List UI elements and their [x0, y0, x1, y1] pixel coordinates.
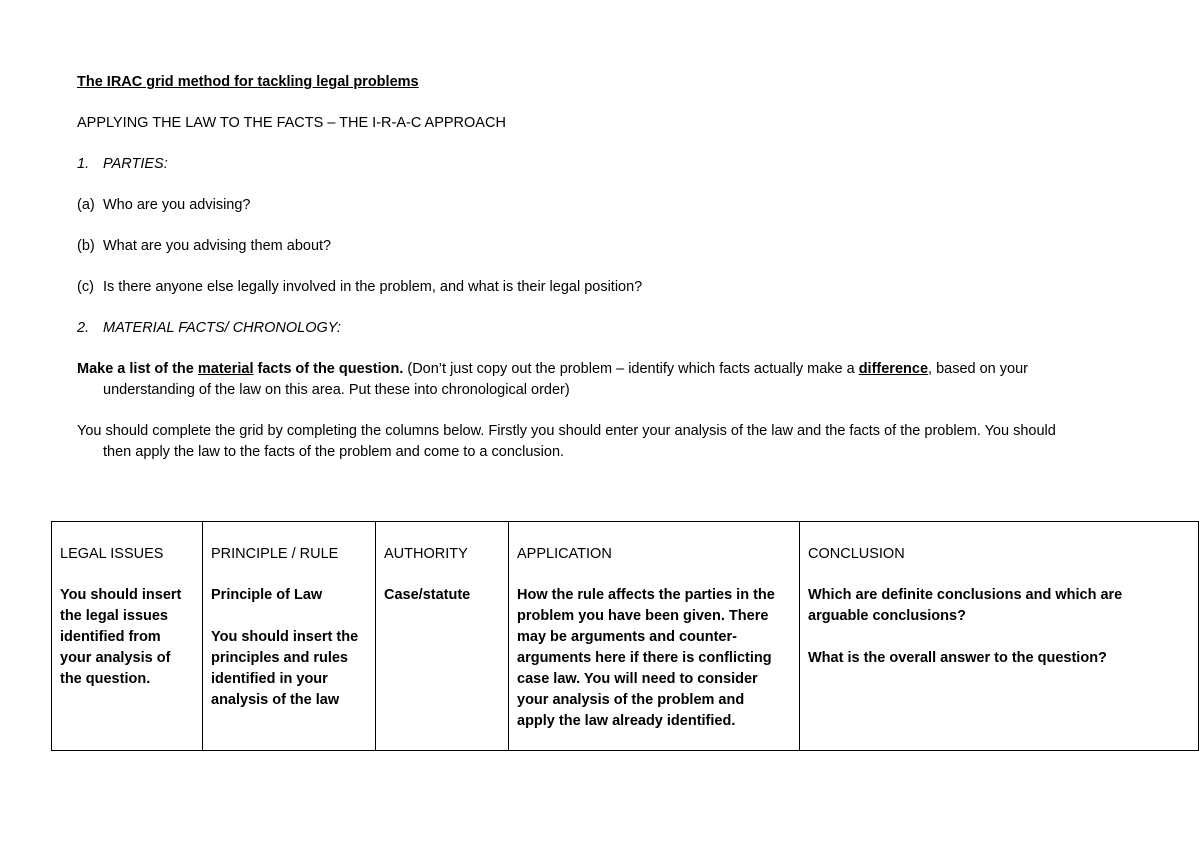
question-marker: (a)	[77, 197, 95, 213]
cell-line: arguments here if there is conflicting	[517, 650, 772, 666]
column-heading: LEGAL ISSUES	[60, 546, 164, 562]
facts-text: (Don’t just copy out the problem – identify which facts actually make a	[403, 361, 859, 377]
section-number: 1.	[77, 156, 90, 172]
column-heading: PRINCIPLE / RULE	[211, 546, 339, 562]
facts-paragraph-line1	[77, 359, 1028, 379]
cell-spacer	[808, 627, 1190, 648]
document-subtitle: APPLYING THE LAW TO THE FACTS – THE I-R-A-C APPROACH	[77, 115, 506, 131]
column-heading: CONCLUSION	[808, 546, 905, 562]
column-heading: AUTHORITY	[384, 546, 468, 562]
facts-paragraph-line2: understanding of the law on this area. Put these into chronological order)	[103, 382, 570, 398]
cell-line: principles and rules	[211, 650, 348, 666]
cell-line: How the rule affects the parties in the	[517, 587, 775, 603]
question-b	[77, 236, 331, 256]
section-label: PARTIES:	[103, 156, 168, 172]
cell-line: your analysis of	[60, 650, 171, 666]
facts-bold-text: Make a list of the	[77, 361, 198, 377]
cell-line: may be arguments and counter-	[517, 629, 737, 645]
cell-line: the legal issues	[60, 608, 168, 624]
question-marker: (b)	[77, 238, 95, 254]
column-heading: APPLICATION	[517, 546, 612, 562]
cell-line: identified from	[60, 629, 161, 645]
cell-subheading: Principle of Law	[211, 587, 323, 603]
cell-body	[60, 585, 194, 690]
question-text: Is there anyone else legally involved in the problem, and what is their legal position?	[103, 279, 643, 295]
cell-line: case law. You will need to consider	[517, 671, 758, 687]
section-label: MATERIAL FACTS/ CHRONOLOGY:	[103, 320, 341, 336]
facts-bold-text-end: facts of the question.	[253, 361, 404, 377]
question-c	[77, 277, 642, 297]
question-text: Who are you advising?	[103, 197, 251, 213]
cell-line: What is the overall answer to the question?	[808, 650, 1107, 666]
instructions-line2: then apply the law to the facts of the problem and come to a conclusion.	[103, 444, 565, 460]
facts-emphasis: difference	[858, 361, 929, 377]
grid-cell-conclusion	[800, 522, 1199, 751]
question-marker: (c)	[77, 279, 94, 295]
grid-cell-principle-rule	[203, 522, 376, 751]
cell-line: Which are definite conclusions and which are	[808, 587, 1123, 603]
cell-body	[211, 585, 367, 711]
question-a	[77, 195, 251, 215]
grid-cell-authority	[376, 522, 509, 751]
cell-line: apply the law already identified.	[517, 713, 736, 729]
cell-subheading: Case/statute	[384, 587, 471, 603]
instructions-line1: You should complete the grid by completing the columns below. Firstly you should enter your analysis of the law and the facts of the problem. You should	[77, 423, 1056, 439]
cell-line: You should insert	[60, 587, 182, 603]
section-facts-heading	[77, 318, 341, 338]
cell-line: arguable conclusions?	[808, 608, 966, 624]
cell-spacer	[211, 606, 367, 627]
section-number: 2.	[77, 320, 90, 336]
cell-line: analysis of the law	[211, 692, 340, 708]
facts-bold-underlined: material	[197, 361, 254, 377]
grid-cell-application	[509, 522, 800, 751]
cell-body	[384, 585, 500, 606]
cell-line: your analysis of the problem and	[517, 692, 745, 708]
document-title: The IRAC grid method for tackling legal problems	[77, 74, 419, 90]
section-parties-heading	[77, 154, 168, 174]
cell-line: the question.	[60, 671, 151, 687]
facts-text-end: , based on your	[928, 361, 1028, 377]
cell-line: problem you have been given. There	[517, 608, 769, 624]
grid-cell-legal-issues	[52, 522, 203, 751]
cell-body	[808, 585, 1190, 669]
irac-grid	[51, 521, 1199, 751]
cell-body	[517, 585, 791, 732]
cell-line: identified in your	[211, 671, 328, 687]
question-text: What are you advising them about?	[103, 238, 332, 254]
cell-line: You should insert the	[211, 629, 359, 645]
